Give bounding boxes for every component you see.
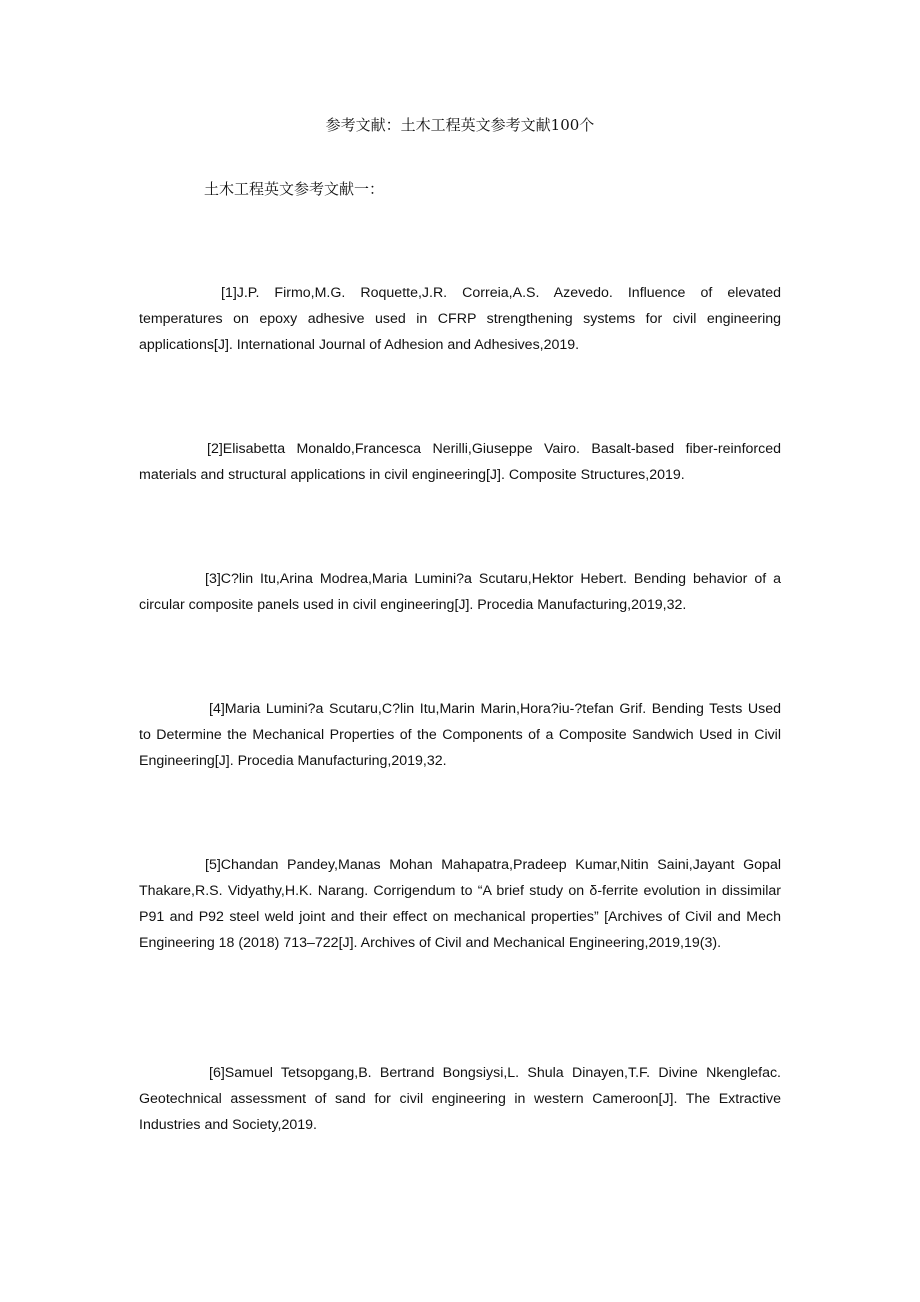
reference-item: [4]Maria Lumini?a Scutaru,C?lin Itu,Marin Marin,Hora?iu-?tefan Grif. Bending Tests Used to Determine the Mechanical Properties of the Components of a Composite Sandwich Used in Civil Engineering[J]. Procedia Manufacturing,2019,32. [139,701,781,769]
reference-item: [5]Chandan Pandey,Manas Mohan Mahapatra,Pradeep Kumar,Nitin Saini,Jayant Gopal Thakare,R.S. Vidyathy,H.K. Narang. Corrigendum to “A brief study on δ-ferrite evolution in dissimilar P91 and P92 steel weld joint and their effect on mechanical properties” [Archives of Civil and Mech Engineering 18 (2018) 713–722[J]. Archives of Civil and Mechanical Engineering,2019,19(3). [139,857,781,951]
reference-item: [2]Elisabetta Monaldo,Francesca Nerilli,Giuseppe Vairo. Basalt-based fiber-reinforced materials and structural applications in civil engineering[J]. Composite Structures,2019. [139,441,781,483]
reference-item: [1]J.P. Firmo,M.G. Roquette,J.R. Correia,A.S. Azevedo. Influence of elevated temperatures on epoxy adhesive used in CFRP strengthening systems for civil engineering applications[J]. International Journal of Adhesion and Adhesives,2019. [139,285,781,353]
section-heading: 土木工程英文参考文献一： [204,180,385,198]
reference-item: [6]Samuel Tetsopgang,B. Bertrand Bongsiysi,L. Shula Dinayen,T.F. Divine Nkenglefac. Geotechnical assessment of sand for civil engineering in western Cameroon[J]. The Extractive Industries and Society,2019. [139,1065,781,1133]
document-title: 参考文献：土木工程英文参考文献100个 [325,116,595,134]
reference-item: [3]C?lin Itu,Arina Modrea,Maria Lumini?a Scutaru,Hektor Hebert. Bending behavior of a circular composite panels used in civil engineering[J]. Procedia Manufacturing,2019,32. [139,571,781,613]
